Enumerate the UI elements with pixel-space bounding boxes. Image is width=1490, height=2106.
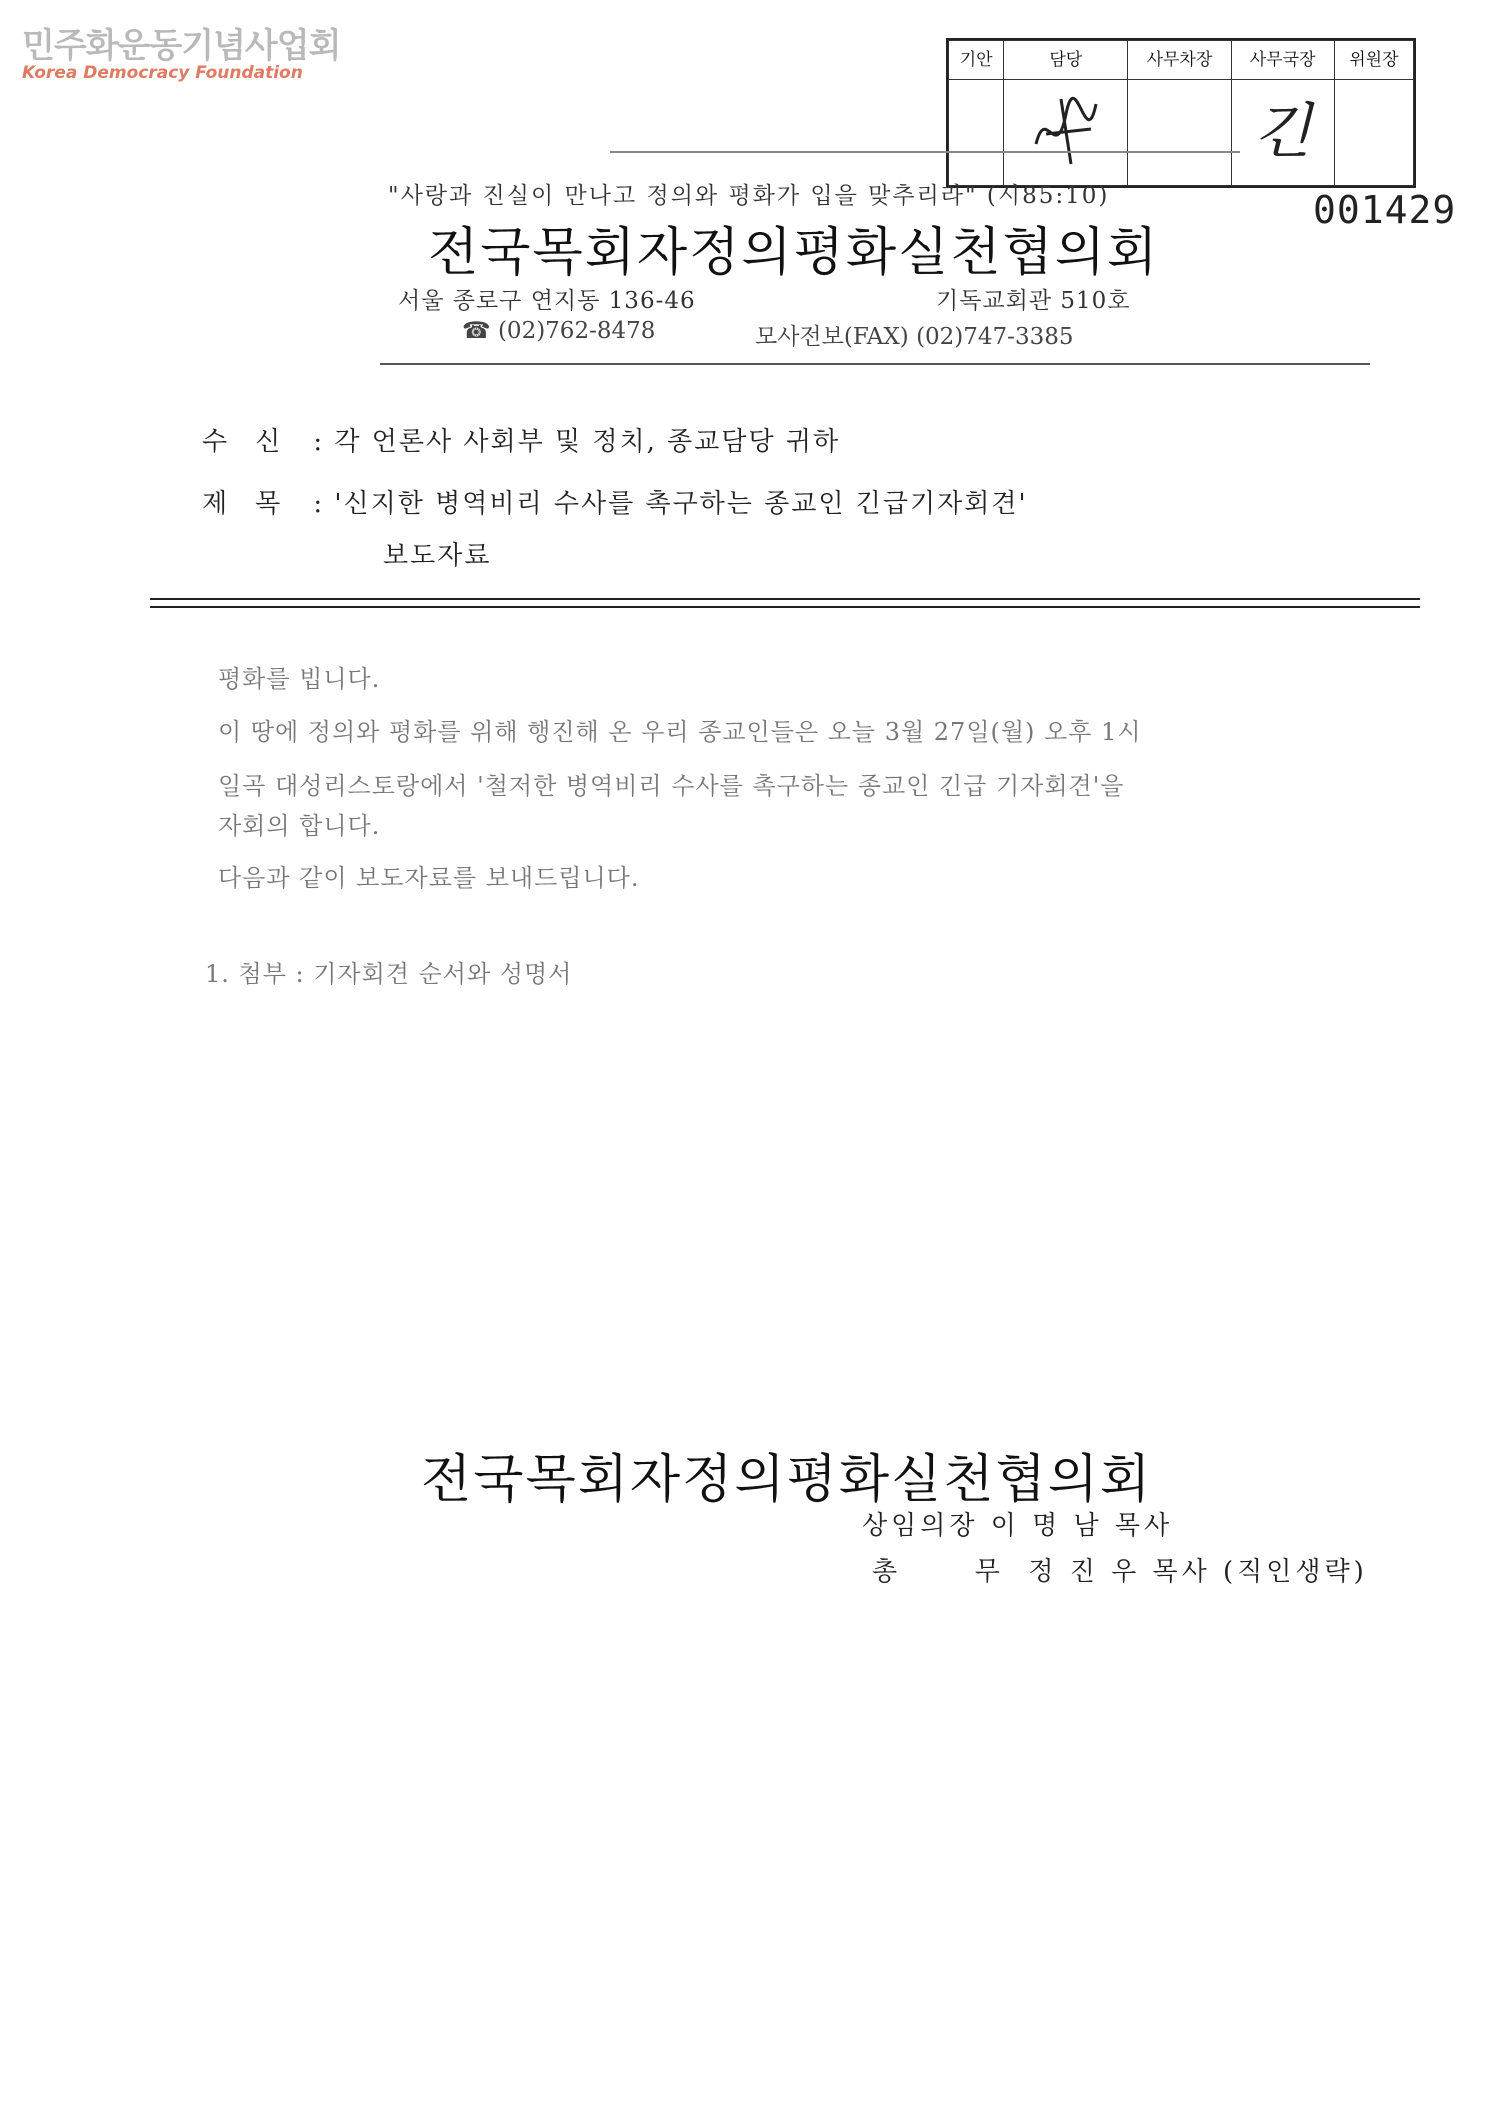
letterhead-motto: "사랑과 진실이 만나고 정의와 평화가 입을 맞추리라" (시85:10) <box>388 183 1110 209</box>
body-line: 자회의 합니다. <box>218 812 381 840</box>
body-line: 일곡 대성리스토랑에서 '철저한 병역비리 수사를 촉구하는 종교인 긴급 기자회견'을 <box>218 772 1125 800</box>
handwritten-signature-icon <box>1026 84 1106 174</box>
footer-org-name: 전국목회자정의평화실천협의회 <box>421 1450 1153 1510</box>
approval-stamp-box <box>946 38 1416 188</box>
body-line: 다음과 같이 보도자료를 보내드립니다. <box>218 864 640 892</box>
to-row <box>202 421 840 458</box>
approval-sign-cell <box>1231 80 1334 186</box>
body-line: 이 땅에 정의와 평화를 위해 행진해 온 우리 종교인들은 오늘 3월 27일(월) 오후 1시 <box>218 718 1142 746</box>
approval-header: 사무국장 <box>1231 41 1334 80</box>
letterhead-org-name: 전국목회자정의평화실천협의회 <box>428 223 1160 283</box>
header-divider-2 <box>150 606 1420 608</box>
approval-header: 위원장 <box>1334 41 1413 80</box>
letterhead-building: 기독교회관 510호 <box>936 288 1131 314</box>
subject-value: : '신지한 병역비리 수사를 촉구하는 종교인 긴급기자회견' <box>313 489 1028 519</box>
approval-header: 기안 <box>949 41 1004 80</box>
approval-signature: 긴 <box>1253 97 1312 167</box>
approval-sign-cell <box>949 80 1004 186</box>
footer-signer-secretary: 총 무 정 진 우 목사 (직인생략) <box>872 1557 1368 1587</box>
body-line: 평화를 빕니다. <box>218 665 381 693</box>
footer-signer-chair: 상임의장 이 명 남 목사 <box>862 1511 1174 1541</box>
watermark-org-ko: 민주화운동기념사업회 <box>22 26 341 66</box>
letterhead-top-rule <box>610 151 1240 153</box>
approval-sign-cell <box>1004 80 1128 186</box>
subject-row <box>202 483 1028 520</box>
approval-header: 사무차장 <box>1128 41 1231 80</box>
approval-sign-cell <box>1334 80 1413 186</box>
body-line: 1. 첨부 : 기자회견 순서와 성명서 <box>205 960 573 988</box>
subject-label: 제목 <box>202 489 309 519</box>
to-label: 수신 <box>202 427 309 457</box>
approval-header: 담당 <box>1004 41 1128 80</box>
document-number: 001429 <box>1313 188 1457 232</box>
letterhead-fax: 모사전보(FAX) (02)747-3385 <box>755 324 1074 350</box>
header-divider-1 <box>150 598 1420 600</box>
letterhead-address: 서울 종로구 연지동 136-46 <box>398 288 696 314</box>
letterhead-bottom-rule <box>380 363 1370 365</box>
approval-sign-cell <box>1128 80 1231 186</box>
subject-continuation: 보도자료 <box>383 541 492 571</box>
letterhead-phone: ☎ (02)762-8478 <box>462 318 656 344</box>
to-value: : 각 언론사 사회부 및 정치, 종교담당 귀하 <box>313 427 841 457</box>
watermark-org-en: Korea Democracy Foundation <box>22 63 303 83</box>
